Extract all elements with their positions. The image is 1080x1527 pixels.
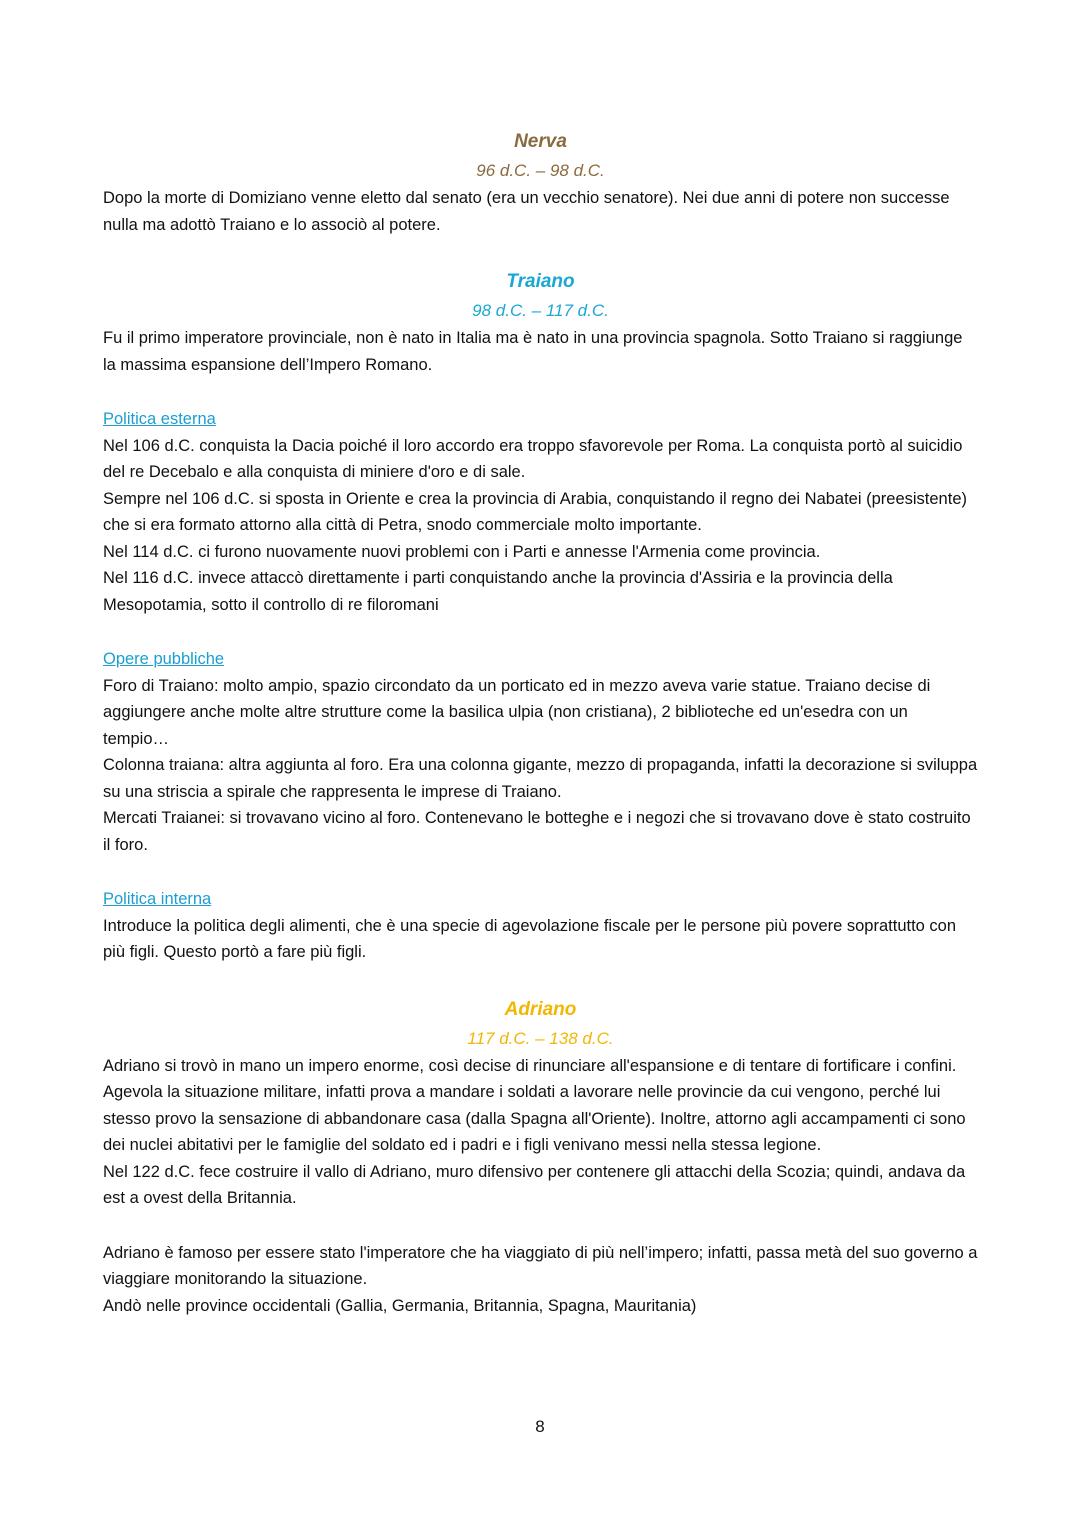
paragraph: Nel 116 d.C. invece attaccò direttamente i parti conquistando anche la provincia d'Assiria e la provincia della Mesopotamia, sotto il controllo di re filoromani [103, 569, 893, 614]
page-number: 8 [535, 1417, 545, 1436]
paragraph: Nel 106 d.C. conquista la Dacia poiché il loro accordo era troppo sfavorevole per Roma. La conquista portò al suicidio del re Decebalo e alla conquista di miniere d'oro e di sale. [103, 436, 963, 481]
politica-interna-link[interactable]: Politica interna [103, 890, 212, 908]
paragraph: Andò nelle province occidentali (Gallia, Germania, Britannia, Spagna, Mauritania) [103, 1296, 697, 1315]
document-page [103, 128, 978, 1319]
paragraph: Fu il primo imperatore provinciale, non è nato in Italia ma è nato in una provincia spagnola. Sotto Traiano si raggiunge la massima espansione dell’Impero Romano. [103, 329, 963, 374]
paragraph: Adriano è famoso per essere stato l'imperatore che ha viaggiato di più nell’impero; infatti, passa metà del suo governo a viaggiare monitorando la situazione. [103, 1243, 978, 1288]
emperor-dates-traiano: 98 d.C. – 117 d.C. [472, 301, 609, 320]
paragraph: Introduce la politica degli alimenti, che è una specie di agevolazione fiscale per le persone più povere soprattutto con più figli. Questo portò a fare più figli. [103, 916, 957, 961]
politica-esterna-text [103, 433, 978, 619]
nerva-text [103, 185, 978, 238]
paragraph: Adriano si trovò in mano un impero enorme, così decise di rinunciare all'espansione e di tentare di fortificare i confini. [103, 1056, 957, 1075]
subsection-opere-pubbliche [103, 646, 978, 858]
paragraph: Nel 122 d.C. fece costruire il vallo di Adriano, muro difensivo per contenere gli attacchi della Scozia; quindi, andava da est a ovest della Britannia. [103, 1162, 966, 1207]
opere-pubbliche-text [103, 673, 978, 859]
paragraph: Colonna traiana: altra aggiunta al foro. Era una colonna gigante, mezzo di propaganda, infatti la decorazione si sviluppa su una striscia a spirale che rappresenta le imprese di Traiano. [103, 756, 978, 801]
section-traiano [103, 268, 978, 966]
emperor-dates-adriano: 117 d.C. – 138 d.C. [467, 1028, 614, 1048]
politica-interna-text [103, 913, 978, 966]
opere-pubbliche-link[interactable]: Opere pubbliche [103, 650, 225, 668]
emperor-dates-nerva: 96 d.C. – 98 d.C. [476, 161, 605, 180]
subsection-politica-esterna [103, 406, 978, 618]
subsection-politica-interna [103, 886, 978, 966]
paragraph: Sempre nel 106 d.C. si sposta in Oriente e crea la provincia di Arabia, conquistando il regno dei Nabatei (preesistente) che si era formato attorno alla città di Petra, snodo commerciale molto importante. [103, 489, 967, 534]
traiano-intro [103, 325, 978, 378]
paragraph: Mercati Traianei: si trovavano vicino al foro. Contenevano le botteghe e i negozi che si trovavano dove è stato costruito il foro. [103, 809, 971, 854]
section-adriano [103, 996, 978, 1320]
paragraph: Foro di Traiano: molto ampio, spazio circondato da un porticato ed in mezzo aveva varie statue. Traiano decise di aggiungere anche molte altre strutture come la basilica ulpia (non cristiana), 2 biblioteche ed un'esedra con un tempio… [103, 676, 931, 748]
section-nerva [103, 128, 978, 238]
paragraph: Nel 114 d.C. ci furono nuovamente nuovi problemi con i Parti e annesse l'Armenia come provincia. [103, 542, 821, 561]
emperor-name-adriano: Adriano [504, 998, 577, 1020]
politica-esterna-link[interactable]: Politica esterna [103, 410, 216, 428]
emperor-name-traiano: Traiano [506, 271, 575, 292]
adriano-text-1 [103, 1053, 978, 1212]
paragraph: Agevola la situazione militare, infatti prova a mandare i soldati a lavorare nelle provincie da cui vengono, perché lui stesso provo la sensazione di abbandonare casa (dalla Spagna all'Oriente). Inoltre, attorno agli accampamenti ci sono dei nuclei abitativi per le famiglie del soldato ed i padri e i figli venivano messi nella stessa legione. [103, 1083, 966, 1154]
adriano-text-2 [103, 1240, 978, 1320]
paragraph: Dopo la morte di Domiziano venne eletto dal senato (era un vecchio senatore). Nei due anni di potere non successe nulla ma adottò Traiano e lo associò al potere. [103, 189, 950, 234]
emperor-name-nerva: Nerva [514, 131, 567, 152]
